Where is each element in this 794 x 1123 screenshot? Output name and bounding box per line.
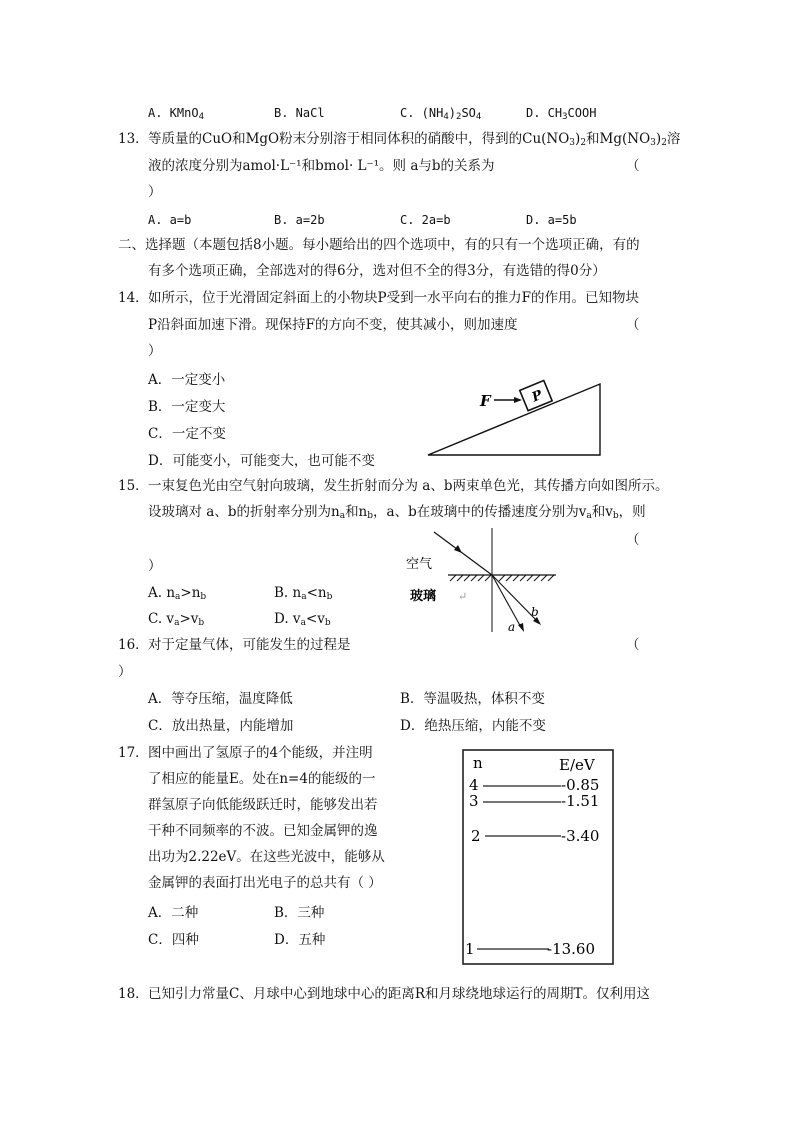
q14-stem-line1: 如所示，位于光滑固定斜面上的小物块P受到一水平向右的推力F的作用。已知物块 [148, 290, 639, 306]
q17-option-a: A．二种 [148, 905, 199, 921]
incline-figure [420, 370, 610, 460]
q16-option-a: A．等夺压缩，温度降低 [148, 691, 293, 707]
q17-stem-line1: 图中画出了氢原子的4个能级，并注明 [148, 745, 373, 761]
q12-option-a: A. KMnO$_4$ [148, 106, 204, 122]
incident-ray [434, 532, 492, 575]
q12-option-b: B. NaCl [274, 106, 325, 120]
q14-option-a: A．一定变小 [148, 372, 226, 388]
q15-stem-line2: 设玻璃对 a、b的折射率分别为$n_a$和$n_b$，a、b在玻璃中的传播速度分别为$v_a$和$v_b$，则 [148, 504, 646, 521]
q13-answer-paren-close: ） [148, 184, 162, 200]
q15-number: 15． [118, 478, 149, 494]
level-1-energy: -13.60 [547, 940, 596, 958]
level-3-energy: -1.51 [561, 792, 600, 810]
q14-option-d: D．可能变小，可能变大，也可能不变 [148, 453, 375, 469]
q16-answer-paren-open: （ [626, 637, 640, 653]
q15-option-c: C. $v_a>v_b$ [148, 611, 205, 628]
ray-a [492, 575, 522, 629]
q13-option-d: D. a=5b [526, 213, 577, 227]
force-arrowhead [514, 397, 522, 403]
level-4-n: 4 [469, 776, 479, 794]
level-1-n: 1 [465, 940, 475, 958]
q17-option-d: D．五种 [274, 932, 326, 948]
q13-option-b: B. a=2b [274, 213, 325, 227]
q14-answer-paren-open: （ [626, 317, 640, 333]
q16-stem: 对于定量气体，可能发生的过程是 [148, 637, 351, 653]
air-label: 空气 [406, 557, 433, 572]
q18-number: 18． [118, 986, 149, 1002]
glass-label: 玻璃 [410, 589, 437, 604]
q17-stem-line4: 干种不同频率的不波。已知金属钾的逸 [148, 823, 378, 839]
level-2-n: 2 [471, 827, 481, 845]
level-3-n: 3 [469, 792, 479, 810]
q17-option-c: C．四种 [148, 932, 199, 948]
level-4-energy: -0.85 [561, 776, 600, 794]
q14-stem-line2: P沿斜面加速下滑。现保持F的方向不变，使其减小，则加速度 [148, 317, 518, 333]
q14-answer-paren-close: ） [148, 343, 162, 359]
q17-number: 17． [118, 745, 149, 761]
return-mark: ↵ [458, 590, 468, 603]
q15-option-a: A. $n_a>n_b$ [148, 585, 207, 602]
q13-number: 13． [118, 131, 149, 147]
interface-hatching [450, 575, 554, 581]
q17-option-b: B．三种 [274, 905, 325, 921]
q13-option-c: C. 2a=b [400, 213, 451, 227]
q13-answer-paren-open: （ [626, 158, 640, 174]
section2-instructions: 有多个选项正确，全部选对的得6分，选对但不全的得3分，有选错的得0分） [148, 263, 606, 279]
q12-option-c: C. $(NH_4)_2SO_4$ [400, 106, 482, 122]
q17-stem-line6: 金属钾的表面打出光电子的总共有（ ） [148, 875, 382, 891]
refraction-figure [400, 528, 560, 634]
q16-option-c: C．放出热量，内能增加 [148, 718, 294, 734]
q18-stem-line1: 已知引力常量C、月球中心到地球中心的距离R和月球绕地球运行的周期T。仅利用这 [148, 986, 650, 1002]
level-2-energy: -3.40 [561, 827, 600, 845]
q15-option-b: B. $n_a<n_b$ [274, 585, 333, 602]
q15-option-d: D. $v_a<v_b$ [274, 611, 331, 628]
ray-a-label: a [508, 620, 516, 634]
q13-stem-line2: 液的浓度分别为amol·L⁻¹和bmol· L⁻¹。则 a与b的关系为 [148, 158, 495, 174]
n-header: n [473, 754, 483, 772]
q16-option-b: B．等温吸热，体积不变 [400, 691, 545, 707]
q12-option-d: D. $CH_3COOH$ [526, 106, 597, 122]
section2-title: 二、选择题（本题包括8小题。每小题给出的四个选项中，有的只有一个选项正确，有的 [118, 237, 640, 253]
block-label: P [529, 387, 545, 406]
q16-option-d: D．绝热压缩，内能不变 [400, 718, 546, 734]
q14-option-c: C．一定不变 [148, 426, 226, 442]
ray-b-label: b [531, 605, 539, 619]
q16-answer-paren-close: ） [118, 664, 132, 680]
q15-answer-paren-open: （ [626, 532, 640, 548]
q17-stem-line3: 群氢原子向低能级跃迁时，能够发出若 [148, 797, 378, 813]
q14-number: 14． [118, 290, 149, 306]
q14-option-b: B．一定变大 [148, 399, 226, 415]
q16-number: 16． [118, 637, 149, 653]
energy-header: E/eV [559, 756, 595, 774]
q15-answer-paren-close: ） [148, 558, 162, 574]
incline-triangle [428, 384, 600, 455]
q17-stem-line5: 出功为2.22eV。在这些光波中，能够从 [148, 849, 385, 865]
energy-level-diagram [461, 748, 617, 968]
incident-arrowhead [454, 545, 462, 553]
q17-stem-line2: 了相应的能量E。处在n=4的能级的一 [148, 771, 376, 787]
force-label: F [480, 392, 491, 410]
q13-option-a: A. a=b [148, 213, 192, 227]
q13-stem-line1: 等质量的CuO和MgO粉末分别溶于相同体积的硝酸中，得到的$Cu(NO_3)_2$和$Mg(NO_3)_2$溶 [148, 131, 681, 148]
q15-stem-line1: 一束复色光由空气射向玻璃，发生折射而分为 a、b两束单色光，其传播方向如图所示。 [148, 478, 669, 494]
